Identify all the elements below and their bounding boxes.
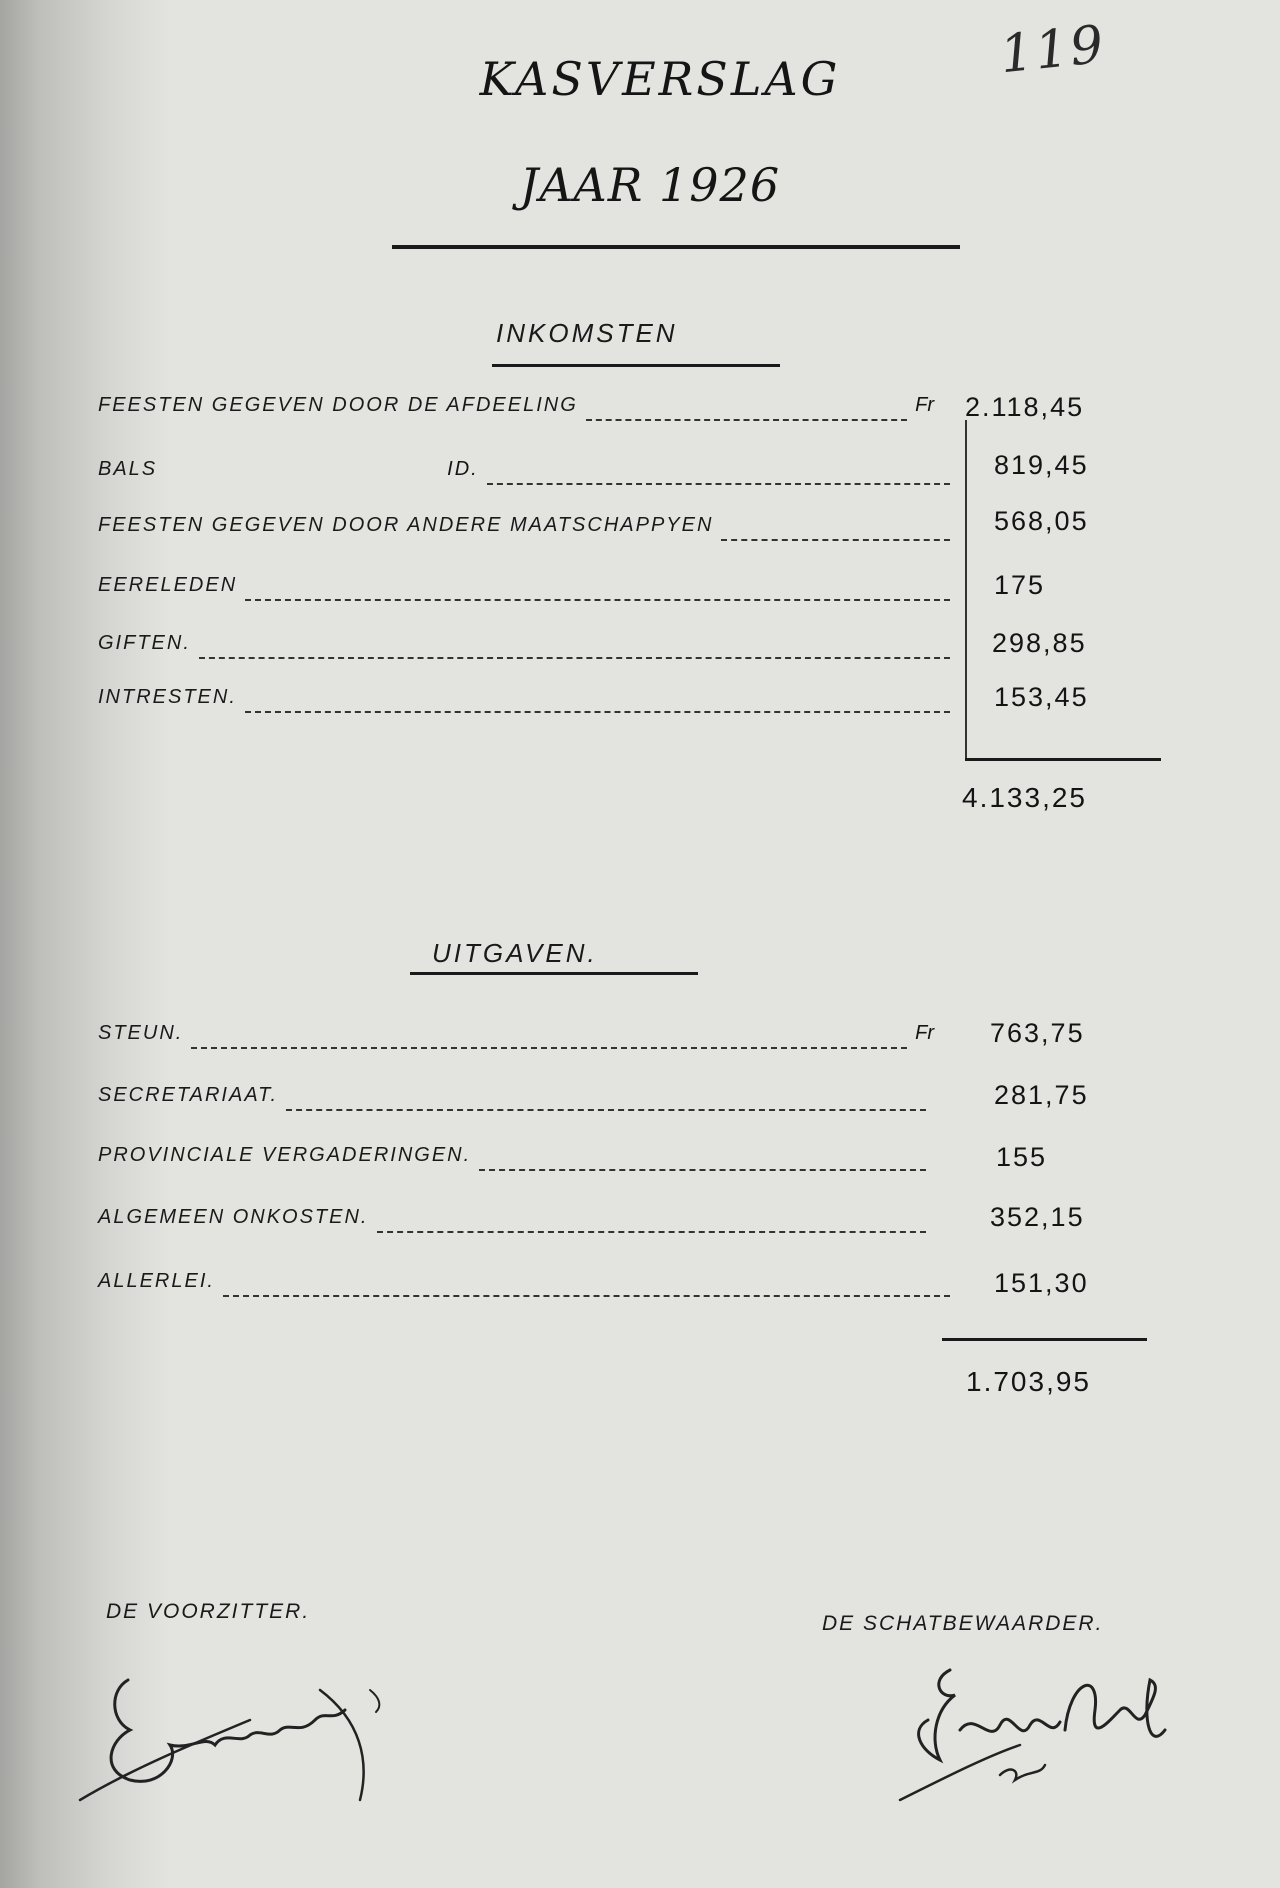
- income-label-note: ID.: [447, 458, 479, 480]
- expense-row: [98, 1270, 958, 1310]
- expense-amount: 281,75: [994, 1080, 1089, 1110]
- income-amount: 153,45: [994, 682, 1089, 712]
- income-column-line: [965, 420, 967, 760]
- income-amount: 568,05: [994, 506, 1089, 536]
- leader-dots: [377, 1231, 927, 1233]
- expense-row: [98, 1022, 934, 1062]
- leader-dots: [721, 539, 950, 541]
- leader-dots: [487, 483, 950, 485]
- document-title: KASVERSLAG: [479, 52, 841, 106]
- leader-dots: [479, 1169, 926, 1171]
- expense-row: [98, 1144, 934, 1184]
- currency-label: Fr: [915, 394, 934, 416]
- leader-dots: [586, 419, 907, 421]
- income-label: BALS: [98, 458, 158, 480]
- handwritten-annotation: 119: [997, 14, 1109, 86]
- expense-amount: 352,15: [990, 1202, 1085, 1232]
- expense-amount: 155: [996, 1142, 1048, 1172]
- income-label: FEESTEN GEGEVEN DOOR ANDERE MAATSCHAPPYEN: [98, 514, 714, 536]
- income-label: EERELEDEN: [98, 574, 238, 596]
- expense-row: [98, 1206, 934, 1246]
- leader-dots: [191, 1047, 907, 1049]
- expenses-total: 1.703,95: [966, 1366, 1091, 1397]
- title-rule: [392, 245, 960, 249]
- income-amount: 298,85: [992, 628, 1087, 658]
- expense-amount: 151,30: [994, 1268, 1089, 1298]
- expense-label: PROVINCIALE VERGADERINGEN.: [98, 1144, 472, 1166]
- income-label: FEESTEN GEGEVEN DOOR DE AFDEELING: [98, 394, 578, 416]
- document-year: JAAR 1926: [519, 158, 781, 212]
- currency-label: Fr: [915, 1022, 934, 1044]
- expenses-sum-rule: [942, 1338, 1147, 1341]
- income-heading: INKOMSTEN: [496, 318, 678, 348]
- expenses-heading: UITGAVEN.: [432, 938, 598, 968]
- income-row: [98, 574, 958, 614]
- income-label: GIFTEN.: [98, 632, 191, 654]
- treasurer-label: DE SCHATBEWAARDER.: [822, 1612, 1104, 1635]
- chairman-signature: [70, 1650, 410, 1820]
- income-row: [98, 458, 958, 498]
- expenses-heading-rule: [410, 972, 698, 975]
- leader-dots: [286, 1109, 926, 1111]
- income-amount: 819,45: [994, 450, 1089, 480]
- income-heading-rule: [492, 364, 780, 367]
- leader-dots: [223, 1295, 950, 1297]
- income-row: [98, 514, 958, 554]
- income-total: 4.133,25: [962, 782, 1087, 813]
- leader-dots: [245, 711, 950, 713]
- income-sum-rule: [965, 758, 1161, 761]
- expense-label: ALGEMEEN ONKOSTEN.: [98, 1206, 369, 1228]
- income-row: [98, 686, 958, 726]
- leader-dots: [245, 599, 950, 601]
- treasurer-signature: [880, 1650, 1200, 1820]
- income-row: [98, 394, 934, 434]
- leader-dots: [199, 657, 950, 659]
- income-label: INTRESTEN.: [98, 686, 237, 708]
- expense-label: STEUN.: [98, 1022, 184, 1044]
- expense-amount: 763,75: [990, 1018, 1085, 1048]
- income-row: [98, 632, 958, 672]
- expense-label: SECRETARIAAT.: [98, 1084, 279, 1106]
- chairman-label: DE VOORZITTER.: [106, 1600, 311, 1623]
- expense-row: [98, 1084, 934, 1124]
- income-amount: 2.118,45: [965, 392, 1085, 422]
- expense-label: ALLERLEI.: [98, 1270, 215, 1292]
- income-amount: 175: [994, 570, 1046, 600]
